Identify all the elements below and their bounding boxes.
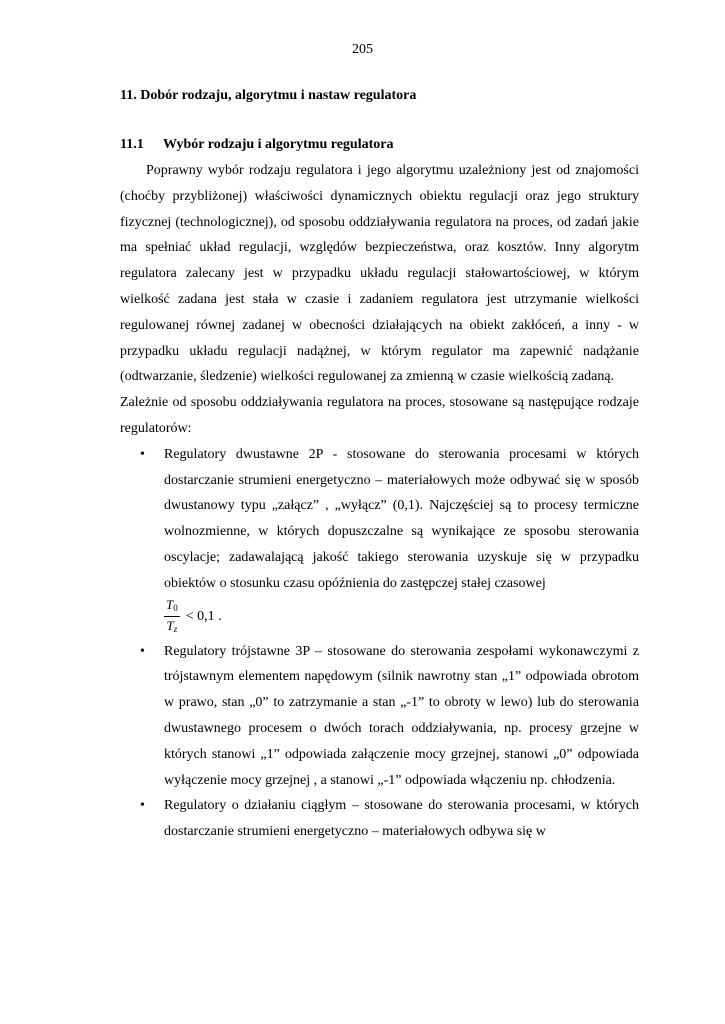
fraction-numerator [164, 598, 180, 617]
denominator-subscript: z [173, 623, 178, 634]
bullet-icon: • [140, 446, 145, 462]
section-heading [120, 137, 393, 153]
body-text [120, 158, 639, 845]
regulator-types-list [120, 442, 639, 845]
denominator-symbol: T [166, 617, 174, 633]
bullet-icon: • [140, 798, 145, 814]
bullet-icon: • [140, 643, 145, 659]
fraction-denominator [166, 617, 177, 636]
list-item-text: Regulatory trójstawne 3P – stosowane do sterowania zespołami wykonawczymi z trójstawnym elementem napędowym (silnik nawrotny stan „1” odpowiada obrotom w prawo, stan „0” to zatrzymanie a stan „-1” to obroty w lewo) lub do sterowania dwustawnego procesem o dwóch torach oddziaływania, np. procesy grzejne w których stanowi „1” odpowiada załączenie mocy grzejnej, stanowi „0” odpowiada wyłączenie mocy grzejnej , a stanowi „-1” odpowiada włączeniu np. chłodzenia. [164, 643, 639, 788]
numerator-symbol: T [166, 596, 174, 612]
list-item [120, 442, 639, 635]
paragraph-types: Zależnie od sposobu oddziaływania regulatora na proces, stosowane są następujące rodzaje regulatorów: [120, 395, 639, 436]
formula [164, 596, 639, 635]
section-number: 11.1 [120, 137, 144, 152]
section-title: Wybór rodzaju i algorytmu regulatora [163, 137, 394, 152]
chapter-title: 11. Dobór rodzaju, algorytmu i nastaw regulatora [120, 88, 417, 103]
list-item [120, 639, 639, 794]
paragraph-intro: Poprawny wybór rodzaju regulatora i jego algorytmu uzależniony jest od znajomości (choćby przybliżonej) właściwości dynamicznych obiektu regulacji oraz jego struktury fizycznej (technologicznej), od sposobu oddziaływania regulatora na proces, od zadań jakie ma spełniać układ regulacji, względów bezpieczeństwa, oraz kosztów. Inny algorytm regulatora zalecany jest w przypadku układu regulacji stałowartościowej, w którym wielkość zadana jest stała w czasie i zadaniem regulatora jest utrzymanie wielkości regulowanej równej zadanej w obecności działających na obiekt zakłóceń, a inny - w przypadku układu regulacji nadążnej, w którym regulator ma zapewnić nadążanie (odtwarzanie, śledzenie) wielkości regulowanej za zmienną w czasie wielkością zadaną. [120, 163, 639, 385]
list-item-text: Regulatory o działaniu ciągłym – stosowane do sterowania procesami, w których dostarczanie strumieni energetyczno – materiałowych odbywa się w [164, 798, 639, 840]
formula-relation: < 0,1 . [185, 608, 222, 624]
fraction [164, 598, 180, 636]
numerator-subscript: 0 [173, 602, 178, 613]
list-item [120, 793, 639, 845]
page-number: 205 [352, 42, 373, 57]
list-item-text: Regulatory dwustawne 2P - stosowane do sterowania procesami w których dostarczanie strumieni energetyczno – materiałowych może odbywać się w sposób dwustanowy typu „załącz” , „wyłącz” (0,1). Najczęściej są to procesy termiczne wolnozmienne, w których dopuszczalne są wynikające ze sposobu sterowania oscylacje; zadawalającą jakość takiego sterowania uzyskuje się w przypadku obiektów o stosunku czasu opóźnienia do zastępczej stałej czasowej [164, 446, 639, 591]
